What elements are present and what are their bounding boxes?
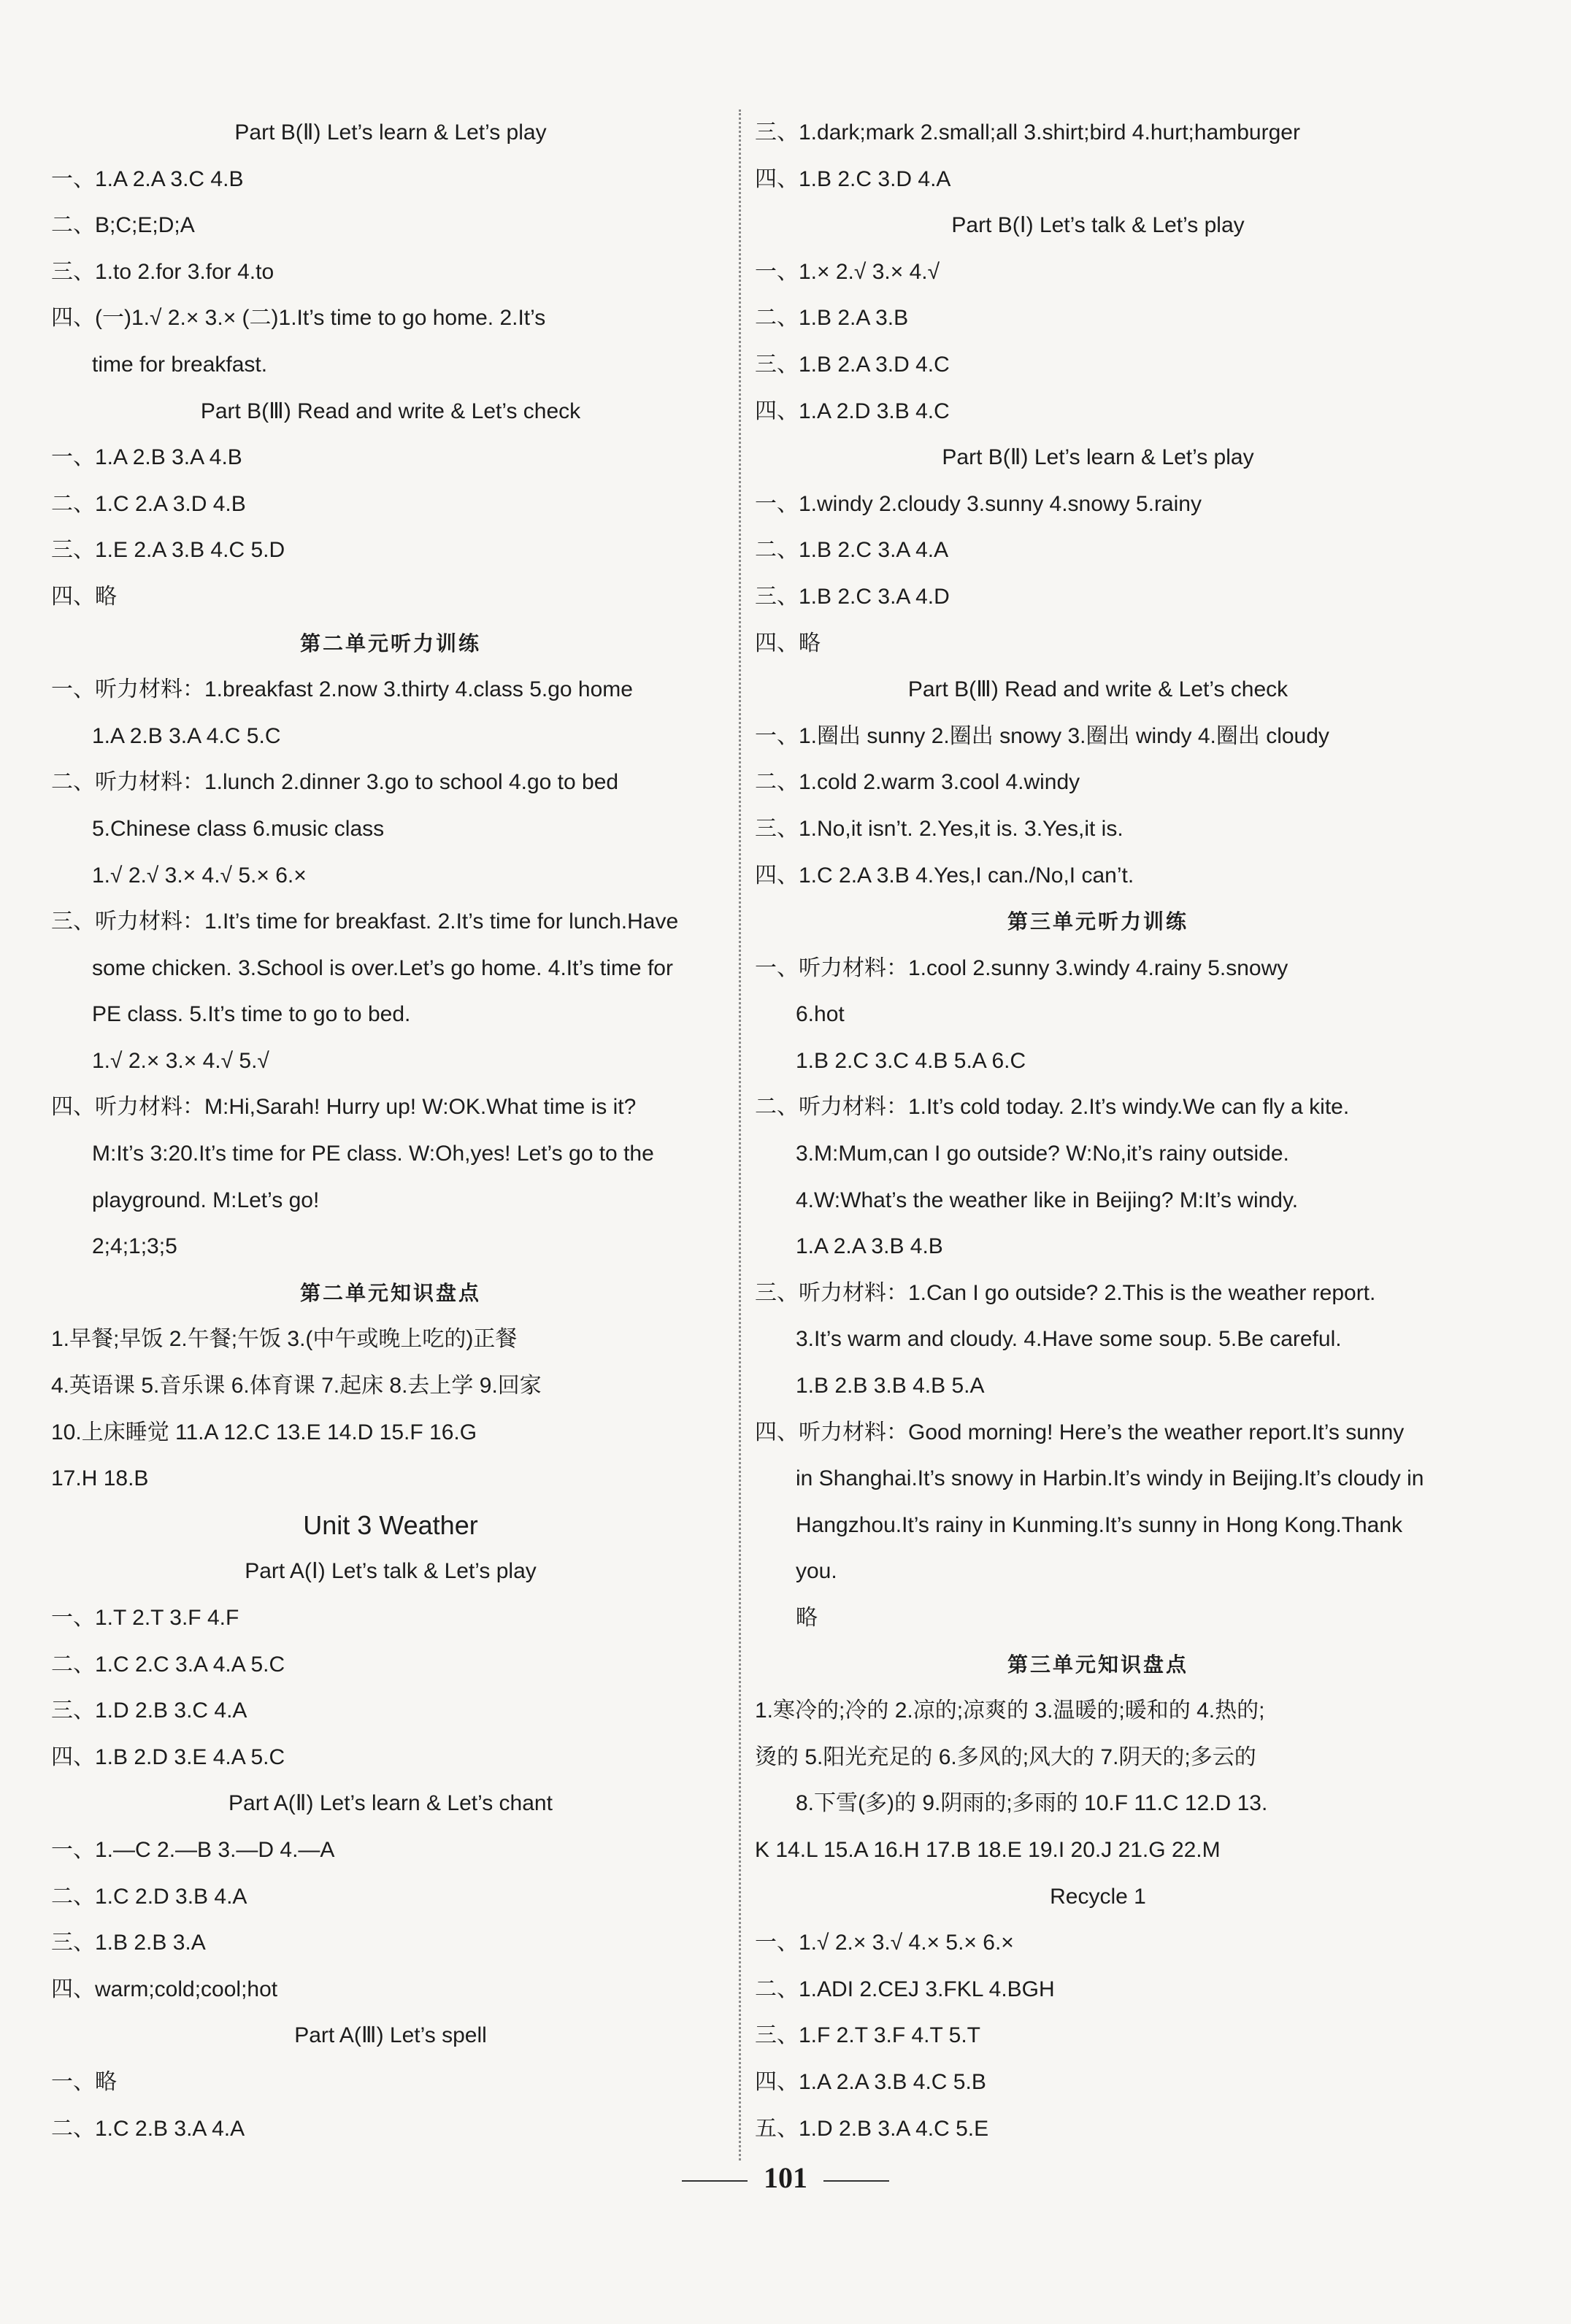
part-title: Part B(Ⅲ) Read and write & Let’s check (907, 677, 1288, 702)
answer-line: 二、1.B 2.C 3.A 4.A (755, 538, 949, 563)
part-title: Recycle 1 (1050, 1884, 1146, 1909)
answer-line: time for breakfast. (92, 352, 268, 377)
answer-line: 一、1.× 2.√ 3.× 4.√ (755, 259, 940, 284)
answer-line: 三、1.E 2.A 3.B 4.C 5.D (51, 538, 285, 563)
section-heading: 第二单元听力训练 (299, 631, 481, 655)
answer-line: 略 (796, 1606, 818, 1630)
answer-line: 二、1.C 2.D 3.B 4.A (51, 1884, 247, 1909)
left-column (51, 109, 730, 2152)
part-title: Part B(Ⅱ) Let’s learn & Let’s play (234, 120, 547, 145)
answer-line: 2;4;1;3;5 (92, 1234, 177, 1259)
column-divider (739, 109, 741, 2161)
part-title: Part B(Ⅱ) Let’s learn & Let’s play (942, 445, 1254, 470)
answer-line: 1.A 2.A 3.B 4.B (796, 1234, 943, 1259)
answer-line: 四、略 (755, 631, 821, 655)
answer-line: 1.√ 2.√ 3.× 4.√ 5.× 6.× (92, 863, 307, 888)
footer-dash-right (823, 2180, 889, 2182)
answer-line: 二、1.cold 2.warm 3.cool 4.windy (755, 770, 1080, 795)
page-footer (0, 2161, 1571, 2195)
section-heading: 第三单元听力训练 (1007, 909, 1188, 934)
answer-line: 1.B 2.C 3.C 4.B 5.A 6.C (796, 1048, 1026, 1073)
answer-line: 一、1.A 2.B 3.A 4.B (51, 445, 242, 470)
answer-line: 四、1.C 2.A 3.B 4.Yes,I can./No,I can’t. (755, 863, 1134, 888)
answer-line: 1.早餐;早饭 2.午餐;午饭 3.(中午或晚上吃的)正餐 (51, 1327, 518, 1352)
answer-line: 一、1.A 2.A 3.C 4.B (51, 166, 244, 191)
answer-line: 三、听力材料：1.Can I go outside? 2.This is the weather report. (755, 1280, 1376, 1305)
page-number: 101 (764, 2161, 807, 2194)
answer-line: 四、1.A 2.D 3.B 4.C (755, 399, 950, 423)
part-title: Part A(Ⅰ) Let’s talk & Let’s play (245, 1559, 537, 1584)
answer-line: 二、听力材料：1.It’s cold today. 2.It’s windy.We can fly a kite. (755, 1095, 1350, 1120)
answer-line: PE class. 5.It’s time to go to bed. (92, 1002, 411, 1027)
footer-dash-left (682, 2180, 748, 2182)
answer-line: 四、1.B 2.D 3.E 4.A 5.C (51, 1744, 285, 1769)
answer-line: 4.英语课 5.音乐课 6.体育课 7.起床 8.去上学 9.回家 (51, 1374, 542, 1398)
answer-line: 四、1.A 2.A 3.B 4.C 5.B (755, 2069, 986, 2094)
answer-line: 四、(一)1.√ 2.× 3.× (二)1.It’s time to go home. 2.It’s (51, 306, 546, 331)
answer-line: 二、1.C 2.A 3.D 4.B (51, 491, 246, 516)
right-column (755, 109, 1441, 2152)
answer-line: 5.Chinese class 6.music class (92, 816, 385, 841)
answer-line: 三、1.B 2.A 3.D 4.C (755, 352, 950, 377)
answer-line: 一、略 (51, 2069, 117, 2094)
answer-line: 一、1.—C 2.—B 3.—D 4.—A (51, 1837, 335, 1862)
answer-line: 四、warm;cold;cool;hot (51, 1977, 278, 2001)
section-heading: 第三单元知识盘点 (1007, 1652, 1188, 1677)
answer-line: 二、1.C 2.C 3.A 4.A 5.C (51, 1652, 285, 1677)
answer-line: 烫的 5.阳光充足的 6.多风的;风大的 7.阴天的;多云的 (755, 1744, 1256, 1769)
answer-line: 二、B;C;E;D;A (51, 213, 195, 238)
section-heading: 第二单元知识盘点 (299, 1280, 481, 1305)
answer-line: 三、1.No,it isn’t. 2.Yes,it is. 3.Yes,it is. (755, 816, 1123, 841)
part-title: Part A(Ⅱ) Let’s learn & Let’s chant (228, 1791, 553, 1816)
answer-line: 一、1.√ 2.× 3.√ 4.× 5.× 6.× (755, 1931, 1014, 1955)
answer-line: 1.寒冷的;冷的 2.凉的;凉爽的 3.温暖的;暖和的 4.热的; (755, 1698, 1265, 1723)
answer-line: 一、1.圈出 sunny 2.圈出 snowy 3.圈出 windy 4.圈出 cloudy (755, 723, 1329, 748)
part-title: Part B(Ⅲ) Read and write & Let’s check (200, 399, 581, 423)
answer-line: 1.A 2.B 3.A 4.C 5.C (92, 723, 281, 748)
part-title: Part B(Ⅰ) Let’s talk & Let’s play (951, 213, 1245, 238)
answer-line: 4.W:What’s the weather like in Beijing? M:It’s windy. (796, 1188, 1299, 1212)
answer-line: 二、听力材料：1.lunch 2.dinner 3.go to school 4.go to bed (51, 770, 619, 795)
answer-line: 一、听力材料：1.breakfast 2.now 3.thirty 4.class 5.go home (51, 677, 633, 702)
answer-line: 二、1.B 2.A 3.B (755, 306, 909, 331)
answer-line: 三、1.B 2.B 3.A (51, 1931, 206, 1955)
answer-line: K 14.L 15.A 16.H 17.B 18.E 19.I 20.J 21.G 22.M (755, 1837, 1221, 1862)
answer-line: 三、听力材料：1.It’s time for breakfast. 2.It’s time for lunch.Have (51, 909, 679, 934)
answer-line: 6.hot (796, 1002, 845, 1027)
answer-line: 3.M:Mum,can I go outside? W:No,it’s rainy outside. (796, 1142, 1289, 1166)
answer-line: 10.上床睡觉 11.A 12.C 13.E 14.D 15.F 16.G (51, 1420, 477, 1444)
answer-line: 四、1.B 2.C 3.D 4.A (755, 166, 951, 191)
answer-line: 二、1.C 2.B 3.A 4.A (51, 2116, 245, 2141)
answer-line: 1.B 2.B 3.B 4.B 5.A (796, 1374, 985, 1398)
answer-line: 3.It’s warm and cloudy. 4.Have some soup. 5.Be careful. (796, 1327, 1342, 1352)
answer-line: 四、听力材料：Good morning! Here’s the weather report.It’s sunny (755, 1420, 1405, 1444)
answer-line: 二、1.ADI 2.CEJ 3.FKL 4.BGH (755, 1977, 1055, 2001)
answer-line: 17.H 18.B (51, 1466, 149, 1491)
answer-line: 五、1.D 2.B 3.A 4.C 5.E (755, 2116, 989, 2141)
answer-line: in Shanghai.It’s snowy in Harbin.It’s windy in Beijing.It’s cloudy in (796, 1466, 1424, 1491)
answer-line: you. (796, 1559, 837, 1584)
answer-line: 一、1.T 2.T 3.F 4.F (51, 1606, 239, 1630)
answer-line: some chicken. 3.School is over.Let’s go home. 4.It’s time for (92, 955, 673, 980)
answer-line: 三、1.D 2.B 3.C 4.A (51, 1698, 247, 1723)
part-title: Part A(Ⅲ) Let’s spell (294, 2023, 487, 2048)
answer-line: 三、1.dark;mark 2.small;all 3.shirt;bird 4.hurt;hamburger (755, 120, 1300, 145)
answer-line: 四、听力材料：M:Hi,Sarah! Hurry up! W:OK.What time is it? (51, 1095, 637, 1120)
answer-line: M:It’s 3:20.It’s time for PE class. W:Oh,yes! Let’s go to the (92, 1142, 654, 1166)
unit-title: Unit 3 Weather (303, 1509, 478, 1540)
answer-line: playground. M:Let’s go! (92, 1188, 320, 1212)
answer-line: 8.下雪(多)的 9.阴雨的;多雨的 10.F 11.C 12.D 13. (796, 1791, 1268, 1816)
answer-line: 三、1.F 2.T 3.F 4.T 5.T (755, 2023, 980, 2048)
answer-line: 三、1.B 2.C 3.A 4.D (755, 584, 950, 609)
answer-line: Hangzhou.It’s rainy in Kunming.It’s sunny in Hong Kong.Thank (796, 1512, 1403, 1537)
answer-line: 三、1.to 2.for 3.for 4.to (51, 259, 274, 284)
answer-line: 1.√ 2.× 3.× 4.√ 5.√ (92, 1048, 269, 1073)
answer-line: 一、听力材料：1.cool 2.sunny 3.windy 4.rainy 5.snowy (755, 955, 1288, 980)
answer-line: 四、略 (51, 584, 117, 609)
answer-line: 一、1.windy 2.cloudy 3.sunny 4.snowy 5.rainy (755, 491, 1202, 516)
